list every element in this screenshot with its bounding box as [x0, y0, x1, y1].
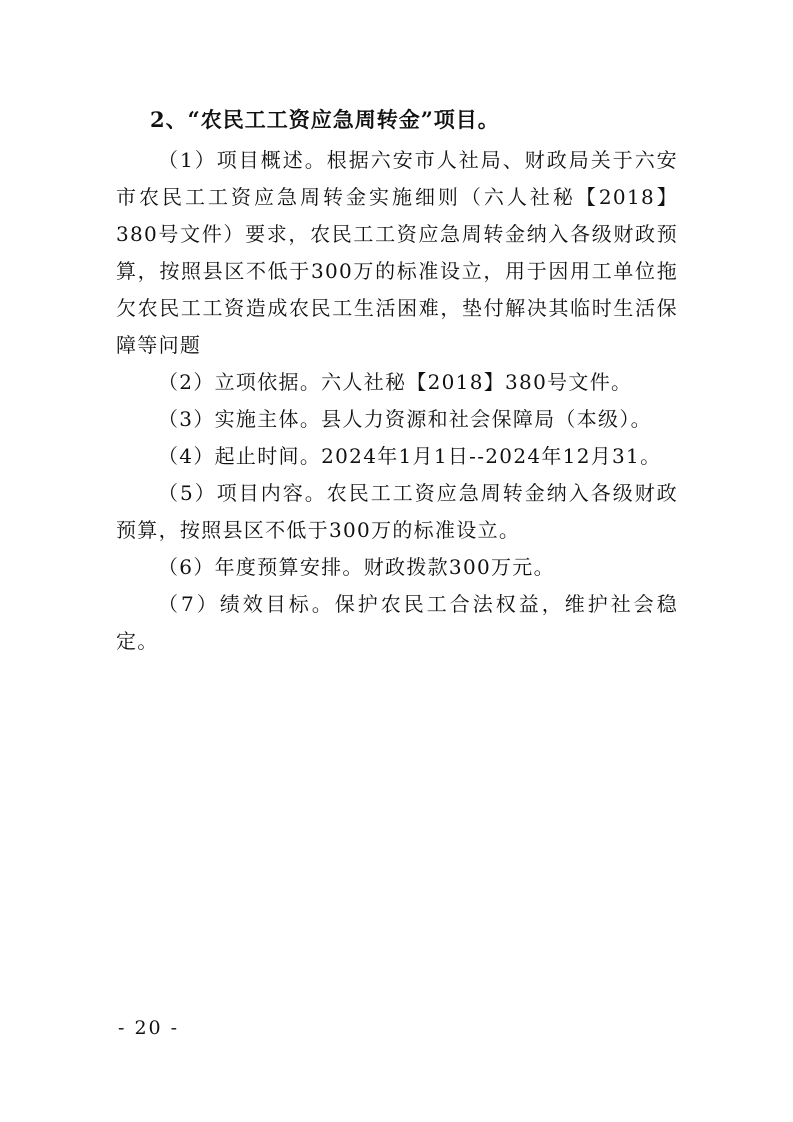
paragraph-project-overview: （1）项目概述。根据六安市人社局、财政局关于六安市农民工工资应急周转金实施细则（六人社秘【2018】380号文件）要求，农民工工资应急周转金纳入各级财政预算，按照县区不低于300万的标准设立，用于因用工单位拖欠农民工工资造成农民工生活困难，垫付解决其临时生活保障等问题 — [116, 148, 678, 357]
paragraph-annual-budget: （6）年度预算安排。财政拨款300万元。 — [158, 555, 555, 579]
paragraph-time-period: （4）起止时间。2024年1月1日--2024年12月31。 — [158, 444, 662, 468]
body-text — [116, 142, 678, 660]
paragraph-implementing-body: （3）实施主体。县人力资源和社会保障局（本级）。 — [158, 407, 652, 431]
paragraph-project-basis: （2）立项依据。六人社秘【2018】380号文件。 — [158, 370, 633, 394]
section-heading: 2、“农民工工资应急周转金”项目。 — [150, 107, 500, 132]
paragraph-performance-goal: （7）绩效目标。保护农民工合法权益，维护社会稳定。 — [116, 592, 678, 653]
paragraph-project-content: （5）项目内容。农民工工资应急周转金纳入各级财政预算，按照县区不低于300万的标准设立。 — [116, 481, 678, 542]
page-number: - 20 - — [118, 1017, 180, 1039]
